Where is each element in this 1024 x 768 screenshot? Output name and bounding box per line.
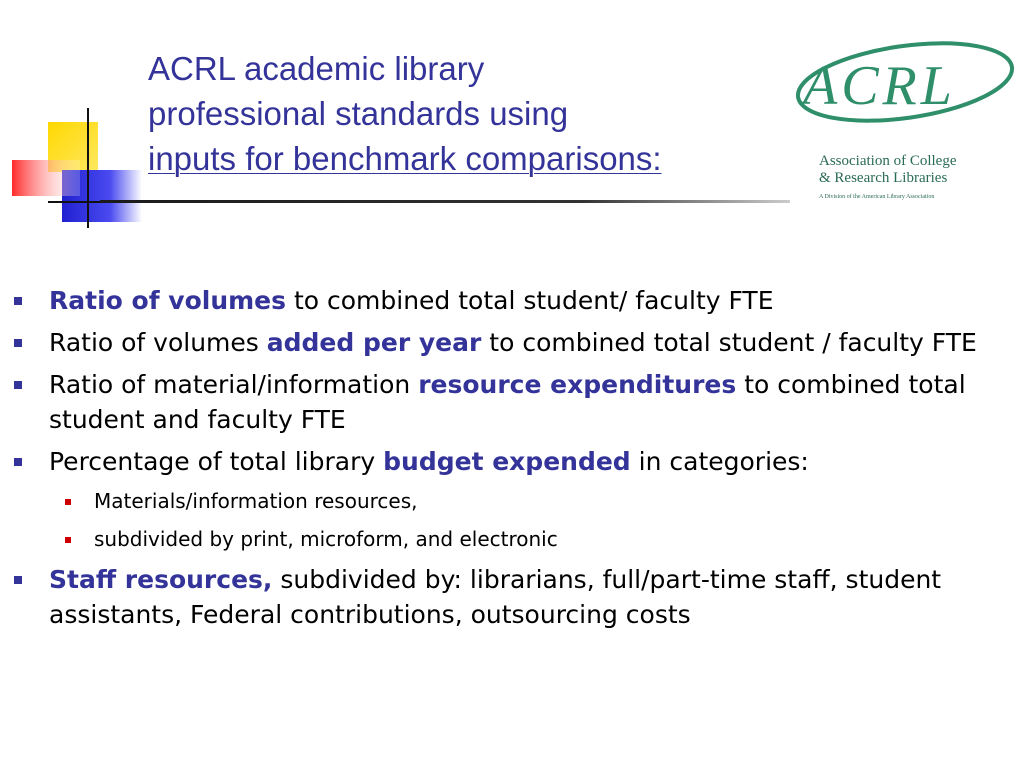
bullet-item-5 [0,562,1009,632]
bullet-4-after: in categories: [630,447,809,476]
title-line-1: ACRL academic library [148,50,485,87]
bullet-square-icon [14,381,22,389]
bullet-square-icon [14,458,22,466]
bullet-item-2 [0,325,1009,360]
bullet-2-bold: added per year [266,328,482,357]
bullet-square-icon [14,339,22,347]
sub-bullet-2-text: subdivided by print, microform, and electronic [94,527,558,551]
sub-bullet-square-icon [65,537,71,543]
logo-org-line-2: & Research Libraries [819,170,948,186]
bullet-item-1 [0,283,1009,318]
content-list [0,283,1024,639]
bullet-square-icon [14,297,22,305]
bullet-item-4 [0,444,1009,479]
title-divider [100,200,790,203]
title-line-2: professional standards using [148,95,569,132]
bullet-square-icon [14,576,22,584]
sub-bullet-1-text: Materials/information resources, [94,489,418,513]
sub-bullet-square-icon [65,499,71,505]
logo-org-line-3: A Division of the American Library Association [819,194,935,200]
title-line-3: inputs for benchmark comparisons: [148,140,662,177]
sub-bullet-item-1 [0,486,1024,516]
bullet-5-after: subdivided by: librarians, full/part-time staff, student assistants, Federal contributions, outsourcing costs [49,565,942,629]
bullet-5-bold: Staff resources, [49,565,273,594]
bullet-4-bold: budget expended [383,447,631,476]
sub-bullet-item-2 [0,524,1024,554]
bullet-3-after: to combined total student and faculty FTE [49,370,966,434]
acrl-logo [785,20,1015,220]
logo-org-line-1: Association of College [819,153,957,169]
slide-title [148,46,788,181]
decorative-squares-graphic [0,100,150,230]
bullet-1-bold: Ratio of volumes [49,286,286,315]
bullet-1-after: to combined total student/ faculty FTE [286,286,774,315]
logo-wordmark: ACRL [803,55,956,117]
bullet-item-3 [0,367,1009,437]
bullet-2-after: to combined total student / faculty FTE [481,328,977,357]
bullet-3-bold: resource expenditures [418,370,737,399]
bullet-2-before: Ratio of volumes [49,328,267,357]
bullet-3-before: Ratio of material/information [49,370,419,399]
bullet-4-before: Percentage of total library [49,447,384,476]
